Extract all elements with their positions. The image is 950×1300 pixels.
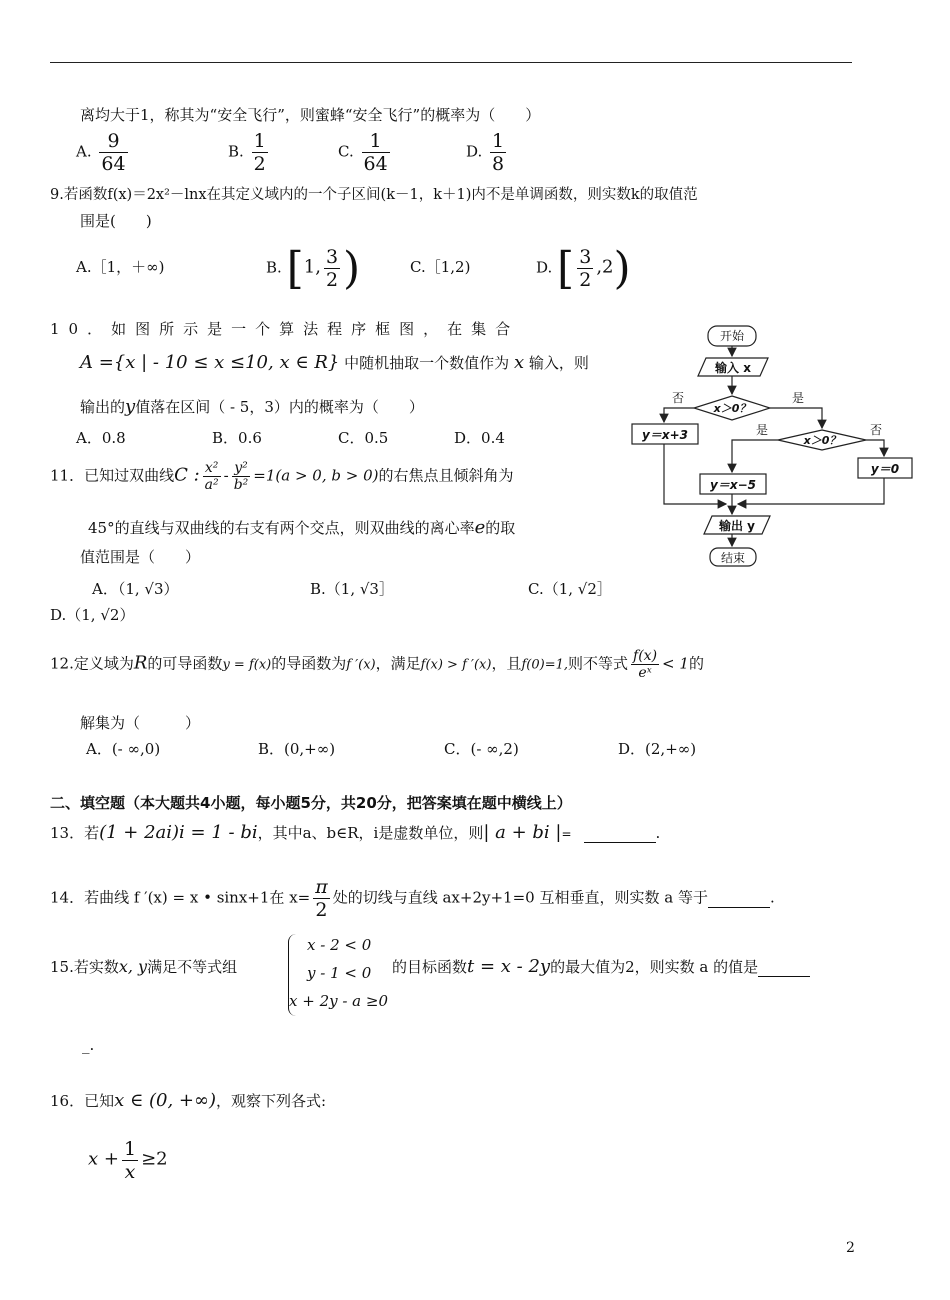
- q8-c-frac: [362, 130, 390, 175]
- fc-yes2: 是: [755, 423, 769, 437]
- q9-d-den: 2: [579, 269, 592, 291]
- fc-arrow-yes1: [770, 408, 822, 428]
- q16-den: x: [122, 1160, 138, 1183]
- q8-d-frac: [490, 130, 506, 175]
- q12-line1: [50, 648, 704, 681]
- q15-answer-blank[interactable]: [758, 958, 810, 977]
- q11-line1-end: 的右焦点且倾斜角为: [378, 466, 514, 485]
- q11-curve: C :: [174, 464, 200, 486]
- header-rule: [50, 62, 852, 63]
- q10-option-a: A．0.8: [76, 429, 126, 447]
- fc-box-left: y＝x+3: [642, 428, 688, 442]
- q8-b-den: 2: [253, 153, 266, 175]
- q11-cond: =1(a > 0, b > 0): [253, 466, 379, 485]
- page-number: 2: [846, 1240, 855, 1256]
- q14-end: .: [769, 888, 775, 907]
- q16-line1: [50, 1090, 326, 1111]
- q11-option-d: D.（1, √2）: [50, 606, 135, 624]
- q11-frac1: [203, 460, 221, 493]
- q10-line3-pre: 输出的: [80, 398, 126, 416]
- q14-t2: 处的切线与直线 ax+2y+1=0 互相垂直，则实数 a 等于: [332, 888, 708, 907]
- q9-b-label: B.: [266, 258, 282, 277]
- q16-t1: ，观察下列各式:: [216, 1092, 327, 1110]
- q11-line2: [88, 517, 515, 538]
- q12-deriv: f ′(x): [346, 657, 376, 673]
- q11-option-a: A．（1, √3）: [92, 580, 179, 598]
- q11-frac1-den: a²: [204, 477, 219, 493]
- q12-t3: ，满足: [375, 654, 421, 673]
- fc-no2: 否: [869, 423, 883, 437]
- q16-frac: [122, 1138, 138, 1183]
- flowchart: [622, 318, 922, 578]
- q10-option-c: C．0.5: [338, 429, 389, 447]
- q12-var-r: R: [133, 652, 148, 674]
- q12-init: f(0)=1,: [521, 657, 569, 673]
- fc-cond1: x＞0？: [713, 402, 751, 415]
- q8-text: 离均大于1，称其为“安全飞行”，则蜜蜂“安全飞行”的概率为（ ）: [80, 106, 541, 124]
- q10-line2-text: 中随机抽取一个数值作为: [344, 354, 510, 372]
- q9-d-num: 3: [579, 246, 592, 268]
- q12-line2: 解集为（ ）: [80, 714, 201, 732]
- q9-d-open: [: [557, 242, 575, 294]
- q13: [50, 822, 660, 843]
- q10-line1: 10．如图所示是一个算法程序框图，在集合: [50, 320, 520, 338]
- q9-option-a: A.［1，＋∞): [76, 258, 165, 276]
- q15-ineq3: x + 2y - a ≥0: [289, 992, 389, 1010]
- q13-label: 13．若: [50, 824, 100, 842]
- fc-arrow-no2: [866, 440, 884, 456]
- q15-system: [288, 934, 399, 1016]
- q8-b-frac: [252, 130, 268, 175]
- q11-line1: [50, 460, 514, 493]
- q8-d-label: D.: [466, 142, 483, 161]
- q8-c-den: 64: [363, 153, 388, 175]
- q15-t1: 满足不等式组: [147, 958, 238, 976]
- q11-line2-text: 45°的直线与双曲线的右支有两个交点，则双曲线的离心率: [88, 519, 475, 537]
- q12-frac-num: f(x): [633, 648, 658, 664]
- q10-var-x: x: [513, 352, 525, 373]
- q12-ineq: f(x) > f ′(x): [420, 657, 492, 673]
- fc-start: 开始: [719, 329, 745, 343]
- q11-line2-end: 的取: [485, 519, 516, 537]
- q8-a-num: 9: [107, 130, 120, 152]
- q11-minus: -: [223, 466, 229, 485]
- q9-line1: 9.若函数f(x)＝2x²－lnx在其定义域内的一个子区间(k－1，k＋1)内不是单调函数，则实数k的取值范: [50, 187, 698, 203]
- q8-b-label: B.: [228, 142, 244, 161]
- q12-t1: 的可导函数: [147, 654, 223, 673]
- q13-answer-blank[interactable]: [584, 824, 656, 843]
- q14-frac: [313, 876, 330, 921]
- q11-option-c: C.（1, √2］: [528, 580, 612, 598]
- q13-t1: ，其中a、b∈R，i是虚数单位，则: [257, 824, 484, 842]
- q8-c-label: C.: [338, 142, 354, 161]
- fc-output: 输出 y: [718, 519, 756, 533]
- q16-num: 1: [123, 1138, 137, 1160]
- fc-no1: 否: [671, 391, 685, 405]
- fc-box-mid: y＝x−5: [710, 478, 756, 492]
- q8-b-num: 1: [253, 130, 266, 152]
- q12-lt: < 1: [662, 654, 689, 673]
- q13-eq: =: [561, 827, 572, 841]
- fc-arrow-yes2: [732, 440, 778, 472]
- q8-a-label: A.: [76, 142, 92, 161]
- q8-a-den: 64: [101, 153, 126, 175]
- q12-t5: 则不等式: [568, 654, 629, 673]
- q12-t6: 的: [688, 654, 704, 673]
- q9-b-left: 1,: [303, 256, 321, 278]
- q14-num: π: [315, 876, 328, 898]
- q11-option-b: B.（1, √3］: [310, 580, 394, 598]
- q12-frac-den: eˣ: [631, 664, 659, 681]
- q12-label: 12.定义域为: [50, 654, 134, 673]
- q8-option-d: [466, 130, 509, 175]
- q10-var-y: y: [125, 396, 136, 417]
- q11-var-e: e: [474, 517, 486, 538]
- section-2-title: 二、填空题（本大题共4小题，每小题5分，共20分，把答案填在题中横线上）: [50, 794, 572, 812]
- q10-line2: [80, 352, 589, 373]
- q15-ineq1: x - 2 < 0: [307, 936, 372, 954]
- q14-t1: 14．若曲线 f ′(x) = x • sinx+1在 x=: [50, 888, 311, 907]
- q9-option-b: [266, 242, 361, 294]
- q10-line3-text: 值落在区间（ - 5，3）内的概率为（ ）: [135, 398, 424, 416]
- q14-den: 2: [313, 898, 330, 921]
- q9-b-num: 3: [325, 246, 339, 268]
- q9-d-frac: [577, 246, 593, 291]
- q12-option-c: C．(- ∞,2): [444, 740, 519, 758]
- q9-b-frac: [324, 246, 340, 291]
- q15-vars: x, y: [118, 957, 148, 976]
- q15-t2: 的目标函数: [392, 958, 468, 976]
- q10-line2-end: 输入，则: [528, 354, 589, 372]
- q9-d-right: ,2: [596, 256, 614, 278]
- q8-option-b: [228, 130, 271, 175]
- q11-frac1-num: x²: [204, 460, 219, 476]
- q12-t4: ，且: [491, 654, 522, 673]
- q12-func: y = f(x): [222, 657, 272, 673]
- q13-abs: | a + bi |: [483, 822, 562, 843]
- q16-expr: [88, 1138, 168, 1183]
- fc-input: 输入 x: [715, 361, 751, 375]
- q8-c-num: 1: [369, 130, 382, 152]
- q9-d-label: D.: [536, 258, 553, 277]
- q9-line2: 围是( ): [80, 212, 152, 230]
- q15-obj: t = x - 2y: [467, 956, 551, 977]
- q11-line3: 值范围是（ ）: [80, 548, 201, 566]
- q16-ge: ≥2: [141, 1148, 168, 1170]
- q11-label: 11．已知过双曲线: [50, 466, 175, 485]
- q15-label: 15.若实数: [50, 958, 119, 976]
- q15-ineq2: y - 1 < 0: [307, 964, 372, 982]
- q11-frac2: [232, 460, 251, 493]
- q10-option-b: B．0.6: [212, 429, 262, 447]
- q8-a-frac: [99, 130, 127, 175]
- q12-frac: [631, 648, 659, 681]
- q13-end: .: [655, 824, 661, 842]
- q15-t3: 的最大值为2，则实数 a 的值是: [550, 958, 759, 976]
- fc-arrow-no1: [664, 408, 694, 422]
- q9-option-d: [536, 242, 631, 294]
- q15-line1: [50, 956, 237, 977]
- q9-b-close: ): [343, 242, 361, 294]
- q12-option-a: A．(- ∞,0): [86, 740, 161, 758]
- fc-cond2: x＞0？: [803, 434, 841, 447]
- fc-box-right: y＝0: [870, 462, 900, 476]
- fc-end: 结束: [720, 551, 746, 565]
- q9-option-c: C.［1,2): [410, 258, 471, 276]
- q11-frac2-num: y²: [234, 460, 248, 476]
- q10-line3: [80, 396, 424, 417]
- q13-expr: (1 + 2ai)i = 1 - bi: [99, 822, 258, 843]
- q12-option-d: D．(2,+∞): [618, 740, 697, 758]
- q12-t2: 的导函数为: [271, 654, 347, 673]
- fc-yes1: 是: [791, 391, 805, 405]
- q15-line1-end: [392, 956, 810, 977]
- q8-option-c: [338, 130, 393, 175]
- q9-b-den: 2: [325, 269, 339, 291]
- q14-answer-blank[interactable]: [708, 889, 770, 908]
- q14: [50, 876, 775, 921]
- q16-domain: x ∈ (0, +∞): [114, 1090, 217, 1111]
- q9-d-close: ): [613, 242, 631, 294]
- q9-b-open: [: [286, 242, 304, 294]
- q16-label: 16．已知: [50, 1092, 115, 1110]
- q12-option-b: B．(0,+∞): [258, 740, 336, 758]
- q15-tail: _.: [82, 1036, 95, 1054]
- q8-d-den: 8: [492, 153, 505, 175]
- q8-options: [76, 130, 131, 175]
- q11-frac2-den: b²: [233, 477, 249, 493]
- q8-d-num: 1: [492, 130, 505, 152]
- q10-set: A ={x | - 10 ≤ x ≤10, x ∈ R}: [80, 352, 340, 373]
- fc-arrow-merge-right: [738, 478, 884, 504]
- q10-option-d: D．0.4: [454, 429, 505, 447]
- q16-expr-x: x +: [88, 1148, 119, 1170]
